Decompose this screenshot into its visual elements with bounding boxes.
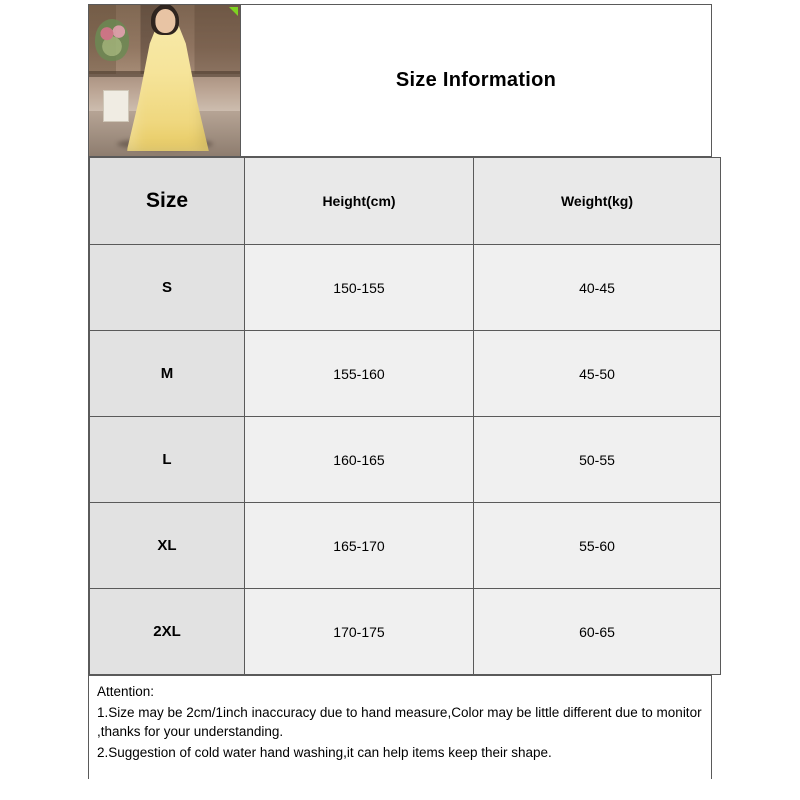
cell-size: S — [90, 245, 245, 331]
model-photo — [89, 5, 241, 156]
cell-weight: 40-45 — [474, 245, 721, 331]
cell-height: 170-175 — [245, 589, 474, 675]
cell-weight: 60-65 — [474, 589, 721, 675]
size-table-head — [90, 158, 721, 245]
table-header-row — [90, 158, 721, 245]
size-table — [89, 157, 721, 675]
table-row — [90, 245, 721, 331]
cell-size: 2XL — [90, 589, 245, 675]
attention-heading: Attention: — [97, 684, 155, 699]
cell-size: L — [90, 417, 245, 503]
cell-height: 150-155 — [245, 245, 474, 331]
size-chart-container — [88, 4, 712, 779]
cell-weight: 50-55 — [474, 417, 721, 503]
page-title: Size Information — [395, 69, 557, 91]
attention-line-1: 1.Size may be 2cm/1inch inaccuracy due to hand measure,Color may be little different due to monitor ,thanks for your understanding. — [97, 704, 702, 740]
cell-height: 155-160 — [245, 331, 474, 417]
title-cell — [241, 5, 711, 156]
shopping-bag — [103, 90, 129, 122]
model-head — [155, 9, 175, 33]
size-table-body — [90, 245, 721, 675]
column-header-height: Height(cm) — [245, 158, 474, 245]
table-row — [90, 417, 721, 503]
attention-line-2: 2.Suggestion of cold water hand washing,it can help items keep their shape. — [97, 744, 552, 760]
attention-block — [89, 675, 711, 794]
cell-height: 165-170 — [245, 503, 474, 589]
cell-size: XL — [90, 503, 245, 589]
table-row — [90, 503, 721, 589]
chart-header-band — [89, 5, 711, 157]
flowers-decor — [95, 19, 129, 61]
cell-weight: 45-50 — [474, 331, 721, 417]
cell-height: 160-165 — [245, 417, 474, 503]
column-header-size: Size — [90, 158, 245, 245]
cell-weight: 55-60 — [474, 503, 721, 589]
table-row — [90, 331, 721, 417]
column-header-weight: Weight(kg) — [474, 158, 721, 245]
table-row — [90, 589, 721, 675]
cell-size: M — [90, 331, 245, 417]
corner-badge-icon — [229, 7, 238, 16]
